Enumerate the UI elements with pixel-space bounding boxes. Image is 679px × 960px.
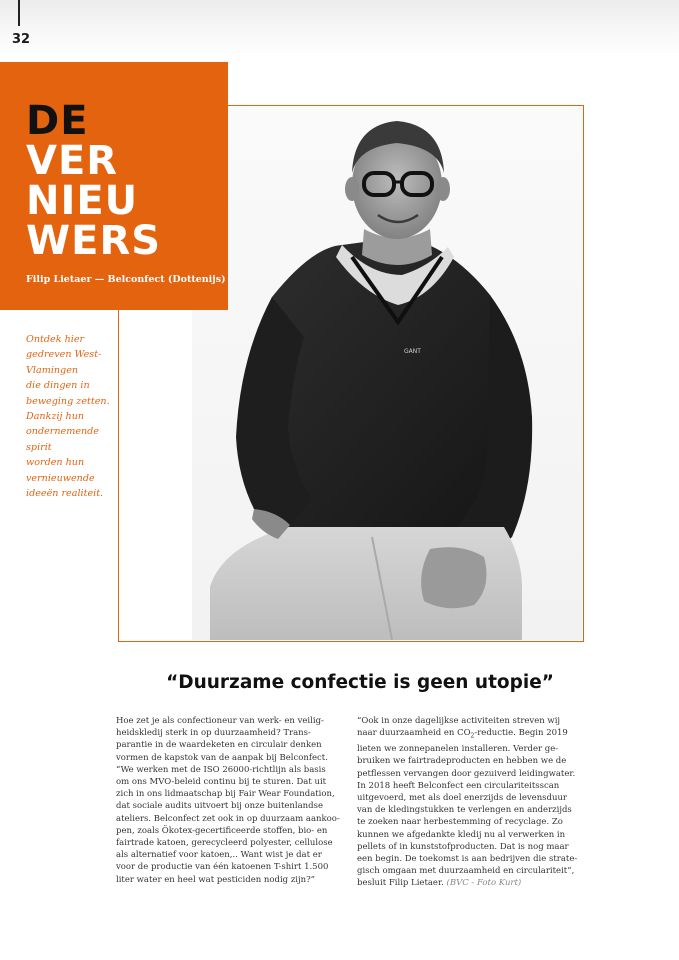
text-line: fairtrade katoen, gerecycleerd polyester, cellulose: [116, 838, 333, 849]
intro-line: ideeën realiteit.: [26, 488, 104, 500]
article-right-column: [357, 715, 577, 890]
intro-text: [26, 332, 118, 501]
intro-line: ondernemende: [26, 426, 99, 438]
intro-line: worden hun: [26, 457, 85, 469]
text-line: parantie in de waardeketen en circulair denken: [116, 740, 322, 751]
text-line: In 2018 heeft Belconfect een circulariteitsscan: [357, 780, 560, 791]
intro-line: Dankzij hun: [26, 411, 85, 423]
text-line: dat sociale audits uitvoert bij onze buitenlandse: [116, 801, 323, 812]
text-line: [357, 877, 577, 889]
text-line: gisch omgaan met duurzaamheid en circulariteit”,: [357, 866, 575, 877]
title-line-1: DE: [26, 98, 89, 144]
byline: Filip Lietaer — Belconfect (Dottenijs): [26, 274, 226, 285]
text-line: kunnen we afgedankte kledij nu al verwerken in: [357, 829, 566, 840]
text-line: bruiken we fairtradeproducten en hebben we de: [357, 756, 567, 767]
text-line: “We werken met de ISO 26000-richtlijn als basis: [116, 764, 326, 775]
text-line: “Ook in onze dagelijkse activiteiten streven wij: [357, 716, 561, 726]
page-number: 32: [12, 32, 31, 47]
subscript-two: 2: [470, 732, 475, 740]
text-line: als alternatief voor katoen,.. Want wist je dat er: [116, 850, 322, 861]
text-line: van de kledingstukken te verlengen en anderzijds: [357, 805, 572, 816]
text-fragment: besluit Filip Lietaer.: [357, 878, 444, 889]
intro-line: spirit: [26, 441, 52, 453]
portrait-illustration: [192, 107, 582, 640]
text-line: lieten we zonnepanelen installeren. Verder ge-: [357, 744, 559, 755]
text-line: voor de productie van één katoenen T-shirt 1.500: [116, 862, 329, 873]
portrait-photo: [192, 107, 582, 640]
photo-credit: (BVC - Foto Kurt): [446, 878, 522, 889]
article-left-column: [116, 715, 340, 886]
page-edge-line: [18, 0, 20, 26]
text-line: Hoe zet je als confectioneur van werk- en veilig-: [116, 716, 324, 726]
intro-line: beweging zetten.: [26, 395, 110, 407]
section-title: [26, 98, 162, 264]
text-line: zich in ons lidmaatschap bij Fair Wear Foundation,: [116, 789, 335, 800]
title-line-4: WERS: [26, 218, 162, 264]
text-line: heidskledij sterk in op duurzaamheid? Trans-: [116, 728, 311, 739]
text-line: om ons MVO-beleid continu bij te sturen. Dat uit: [116, 777, 327, 788]
intro-line: Vlamingen: [26, 364, 79, 376]
text-line: een begin. De toekomst is aan bedrijven die strate-: [357, 853, 578, 864]
text-line: [357, 727, 577, 743]
title-line-3: NIEU: [26, 178, 139, 224]
text-fragment: naar duurzaamheid en CO: [357, 728, 471, 739]
intro-line: Ontdek hier: [26, 334, 85, 345]
intro-line: gedreven West-: [26, 349, 102, 361]
text-fragment: -reductie. Begin 2019: [474, 728, 568, 739]
text-line: petflessen vervangen door gezuiverd leidingwater.: [357, 768, 576, 779]
sweater-logo-text: GANT: [404, 348, 421, 355]
text-line: pen, zoals Ökotex-gecertificeerde stoffen, bio- en: [116, 825, 328, 836]
text-line: liter water en heel wat pesticiden nodig zijn?”: [116, 874, 316, 885]
title-line-2: VER: [26, 138, 119, 184]
text-line: ateliers. Belconfect zet ook in op duurzaam aankoo-: [116, 813, 340, 824]
text-line: uitgevoerd, met als doel enerzijds de levensduur: [357, 792, 567, 803]
text-line: pellets of in kunststofproducten. Dat is nog maar: [357, 841, 569, 852]
text-line: te zoeken naar herbestemming of recyclage. Zo: [357, 817, 563, 828]
text-line: vormen de kapstok van de aanpak bij Belconfect.: [116, 752, 328, 763]
quote-title: “Duurzame confectie is geen utopie”: [166, 672, 554, 693]
intro-line: vernieuwende: [26, 472, 95, 484]
intro-line: die dingen in: [26, 380, 90, 392]
